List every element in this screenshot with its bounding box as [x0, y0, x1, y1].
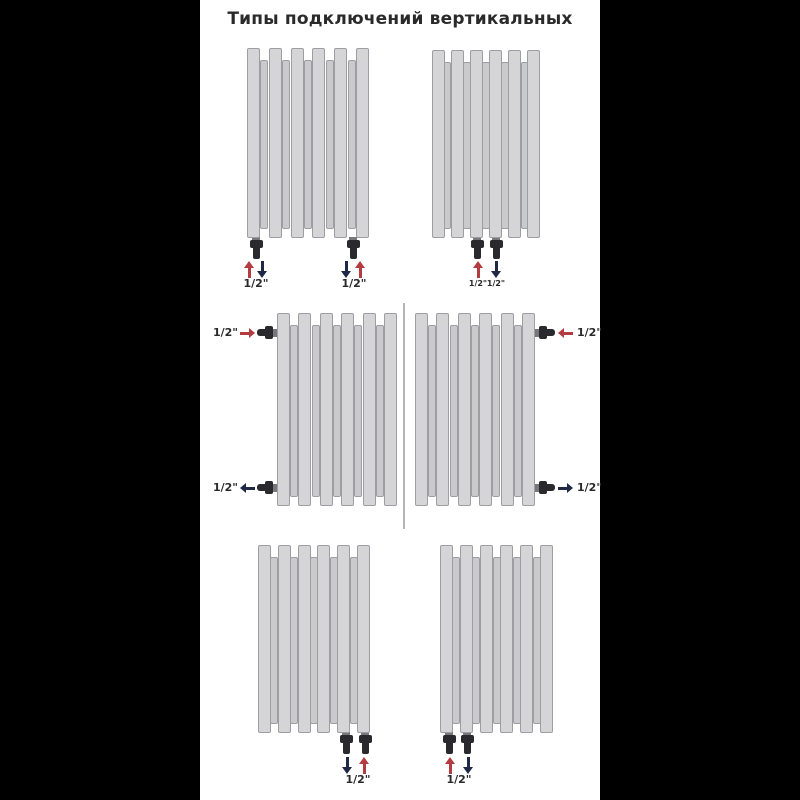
- valve-icon: [358, 732, 372, 754]
- radiator-rear-tube: [428, 325, 436, 497]
- return-arrow-icon: [558, 483, 573, 493]
- return-arrow-icon: [463, 757, 473, 774]
- pipe-size-label: 1/2": [341, 277, 367, 290]
- pipe-size-label: 1/2": [486, 279, 506, 288]
- radiator-rear-tube: [333, 325, 341, 497]
- return-arrow-icon: [342, 757, 352, 774]
- radiator-rear-tube: [290, 325, 298, 497]
- radiator-tube: [258, 545, 271, 733]
- radiator-tube: [341, 313, 354, 506]
- radiator-tube: [520, 545, 533, 733]
- radiator-rear-tube: [260, 60, 268, 229]
- radiator-rear-tube: [514, 325, 522, 497]
- radiator-tubes: [432, 50, 540, 238]
- pipe-size-label: 1/2": [446, 773, 472, 786]
- pipe-size-label: 1/2": [345, 773, 371, 786]
- radiator-tube: [356, 48, 369, 238]
- radiator-rear-tube: [304, 60, 312, 229]
- radiator-rear-tube: [471, 325, 479, 497]
- valve-icon: [460, 732, 474, 754]
- pipe-size-label: 1/2": [212, 481, 238, 494]
- radiator-tube: [363, 313, 376, 506]
- radiator-tube: [440, 545, 453, 733]
- radiator-tube: [291, 48, 304, 238]
- return-arrow-icon: [240, 483, 255, 493]
- radiator-tube: [269, 48, 282, 238]
- diagram-title: Типы подключений вертикальных: [227, 9, 573, 29]
- pipe-size-label: 1/2": [577, 481, 603, 494]
- radiator-tubes: [415, 313, 535, 506]
- valve-icon: [489, 237, 503, 259]
- radiator-tube: [500, 545, 513, 733]
- pillarbox-left: [0, 0, 200, 800]
- return-arrow-icon: [257, 261, 267, 278]
- radiator-top-left: [243, 48, 369, 290]
- radiator-top-right: [432, 50, 540, 288]
- radiator-tube: [508, 50, 521, 238]
- valve-icon: [442, 732, 456, 754]
- radiator-tube: [337, 545, 350, 733]
- radiator-tube: [451, 50, 464, 238]
- radiator-tubes: [277, 313, 397, 506]
- radiator-rear-tube: [492, 325, 500, 497]
- radiator-tube: [540, 545, 553, 733]
- valve-icon: [257, 326, 277, 339]
- radiator-tubes: [258, 545, 370, 733]
- radiator-bottom-right: [440, 545, 553, 786]
- pillarbox-right: [600, 0, 800, 800]
- radiator-tube: [415, 313, 428, 506]
- radiator-tube: [522, 313, 535, 506]
- radiator-tube: [334, 48, 347, 238]
- radiator-tube: [247, 48, 260, 238]
- radiator-tube: [527, 50, 540, 238]
- pipe-size-label: 1/2": [212, 326, 238, 339]
- radiator-tube: [312, 48, 325, 238]
- radiator-bottom-left: [258, 545, 371, 786]
- supply-arrow-icon: [445, 757, 455, 774]
- return-arrow-icon: [491, 261, 501, 278]
- radiator-rear-tube: [452, 557, 460, 724]
- radiator-tube: [501, 313, 514, 506]
- radiator-tube: [458, 313, 471, 506]
- supply-arrow-icon: [355, 261, 365, 278]
- radiator-tube: [460, 545, 473, 733]
- radiator-tube: [278, 545, 291, 733]
- supply-arrow-icon: [359, 757, 369, 774]
- radiator-rear-tube: [290, 557, 298, 724]
- radiator-rear-tube: [312, 325, 320, 497]
- radiator-tube: [489, 50, 502, 238]
- supply-arrow-icon: [558, 328, 573, 338]
- radiator-tube: [298, 545, 311, 733]
- radiator-middle-right: [415, 313, 603, 506]
- supply-arrow-icon: [240, 328, 255, 338]
- valve-icon: [257, 481, 277, 494]
- radiator-rear-tube: [348, 60, 356, 229]
- valve-icon: [470, 237, 484, 259]
- radiator-rear-tube: [270, 557, 278, 724]
- supply-arrow-icon: [473, 261, 483, 278]
- supply-arrow-icon: [244, 261, 254, 278]
- valve-icon: [339, 732, 353, 754]
- return-arrow-icon: [341, 261, 351, 278]
- pipe-size-label: 1/2": [577, 326, 603, 339]
- radiator-tube: [277, 313, 290, 506]
- radiator-tube: [436, 313, 449, 506]
- radiator-tube: [357, 545, 370, 733]
- radiator-tube: [384, 313, 397, 506]
- radiator-tube: [320, 313, 333, 506]
- radiator-tubes: [440, 545, 553, 733]
- radiator-rear-tube: [354, 325, 362, 497]
- pipe-size-label: 1/2": [468, 279, 488, 288]
- radiator-tube: [480, 545, 493, 733]
- radiator-tubes: [247, 48, 369, 238]
- radiator-tube: [298, 313, 311, 506]
- radiator-middle-left: [212, 313, 397, 506]
- valve-icon: [249, 237, 263, 259]
- valve-icon: [535, 326, 555, 339]
- radiator-rear-tube: [376, 325, 384, 497]
- divider-line: [403, 303, 405, 529]
- valve-icon: [535, 481, 555, 494]
- radiator-tube: [470, 50, 483, 238]
- radiator-rear-tube: [326, 60, 334, 229]
- pipe-size-label: 1/2": [243, 277, 269, 290]
- radiator-tube: [479, 313, 492, 506]
- valve-icon: [346, 237, 360, 259]
- radiator-tube: [432, 50, 445, 238]
- radiator-rear-tube: [450, 325, 458, 497]
- radiator-tube: [317, 545, 330, 733]
- radiator-rear-tube: [282, 60, 290, 229]
